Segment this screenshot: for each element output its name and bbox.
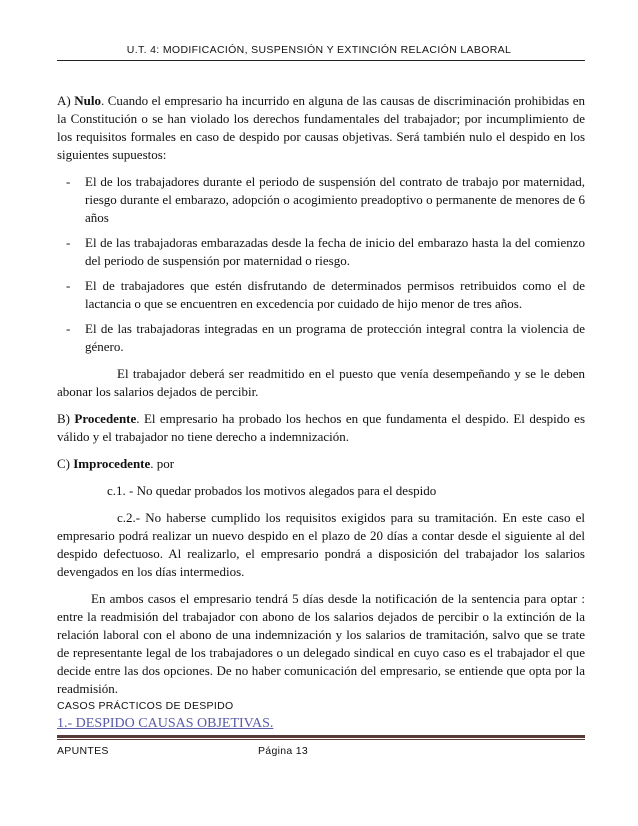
list-item: - El de las trabajadoras integradas en un programa de protección integral contra la violencia de género. xyxy=(66,321,585,354)
paragraph-readmision: El trabajador deberá ser readmitido en el puesto que venía desempeñando y se le deben abonar los salarios dejados de percibir. xyxy=(57,366,585,399)
list-item: - El de los trabajadores durante el periodo de suspensión del contrato de trabajo por maternidad, riesgo durante el embarazo, adopción o acogimiento preadoptivo o permanente de menores de 6 años xyxy=(66,174,585,225)
improcedente-text: . por xyxy=(150,456,175,471)
nulo-letter: A) xyxy=(57,93,71,108)
header-divider xyxy=(57,60,585,61)
paragraph-ambos: En ambos casos el empresario tendrá 5 días desde la notificación de la sentencia para optar : entre la readmisión del trabajador con abono de los salarios dejados de percibir o la extinción de la relación laboral con el abono de una indemnización y los salarios de tramitación, salvo que se trate de representante legal de los trabajadores o un delegado sindical en cuyo caso es el trabajador el que decide entre las dos opciones. De no haber comunicación del empresario, se entiende que opta por la readmisión. xyxy=(57,591,585,696)
nulo-text: . Cuando el empresario ha incurrido en alguna de las causas de discriminación prohibidas en la Constitución o se han violado los derechos fundamentales del trabajador; por incumplimiento de los requisitos formales en caso de despido por causas objetivas. Será también nulo el despido en los siguientes supuestos: xyxy=(57,93,585,162)
nulo-term: Nulo xyxy=(74,93,101,108)
list-item: - El de las trabajadoras embarazadas desde la fecha de inicio del embarazo hasta la del comienzo del periodo de suspensión por maternidad o riesgo. xyxy=(66,235,585,268)
nulo-cases-list xyxy=(57,173,585,356)
list-item: - El de trabajadores que estén disfrutando de determinados permisos retribuidos como el de lactancia o que se encuentren en excedencia por cuidado de hijo menor de tres años. xyxy=(66,278,585,311)
paragraph-procedente xyxy=(57,410,585,446)
paragraph-c1: c.1. - No quedar probados los motivos alegados para el despido xyxy=(107,483,437,498)
paragraph-c2: c.2.- No haberse cumplido los requisitos exigidos para su tramitación. En este caso el empresario podrá realizar un nuevo despido en el plazo de 20 días a contar desde el siguiente al del despido defectuoso. Al realizarlo, el empresario pondrá a disposición del trabajador los salarios devengados en los días intermedios. xyxy=(57,510,585,579)
procedente-text: . El empresario ha probado los hechos en que fundamenta el despido. El despido es válido y el trabajador no tiene derecho a indemnización. xyxy=(57,411,586,444)
footer-divider-thin xyxy=(57,739,585,740)
casos-heading: CASOS PRÁCTICOS DE DESPIDO xyxy=(57,700,234,712)
paragraph-improcedente xyxy=(57,455,585,473)
page-header-title: U.T. 4: MODIFICACIÓN, SUSPENSIÓN Y EXTINCIÓN RELACIÓN LABORAL xyxy=(126,44,512,56)
procedente-letter: B) xyxy=(57,411,70,426)
document-body xyxy=(57,92,585,698)
improcedente-term: Improcedente xyxy=(73,456,151,471)
footer-divider-thick xyxy=(57,735,585,738)
section-link-despido-objetivas[interactable]: 1.- DESPIDO CAUSAS OBJETIVAS. xyxy=(57,716,274,731)
improcedente-letter: C) xyxy=(57,456,70,471)
footer-page-number: Página 13 xyxy=(258,745,308,757)
procedente-term: Procedente xyxy=(74,411,137,426)
paragraph-nulo xyxy=(57,92,585,164)
footer-label: APUNTES xyxy=(57,745,109,757)
